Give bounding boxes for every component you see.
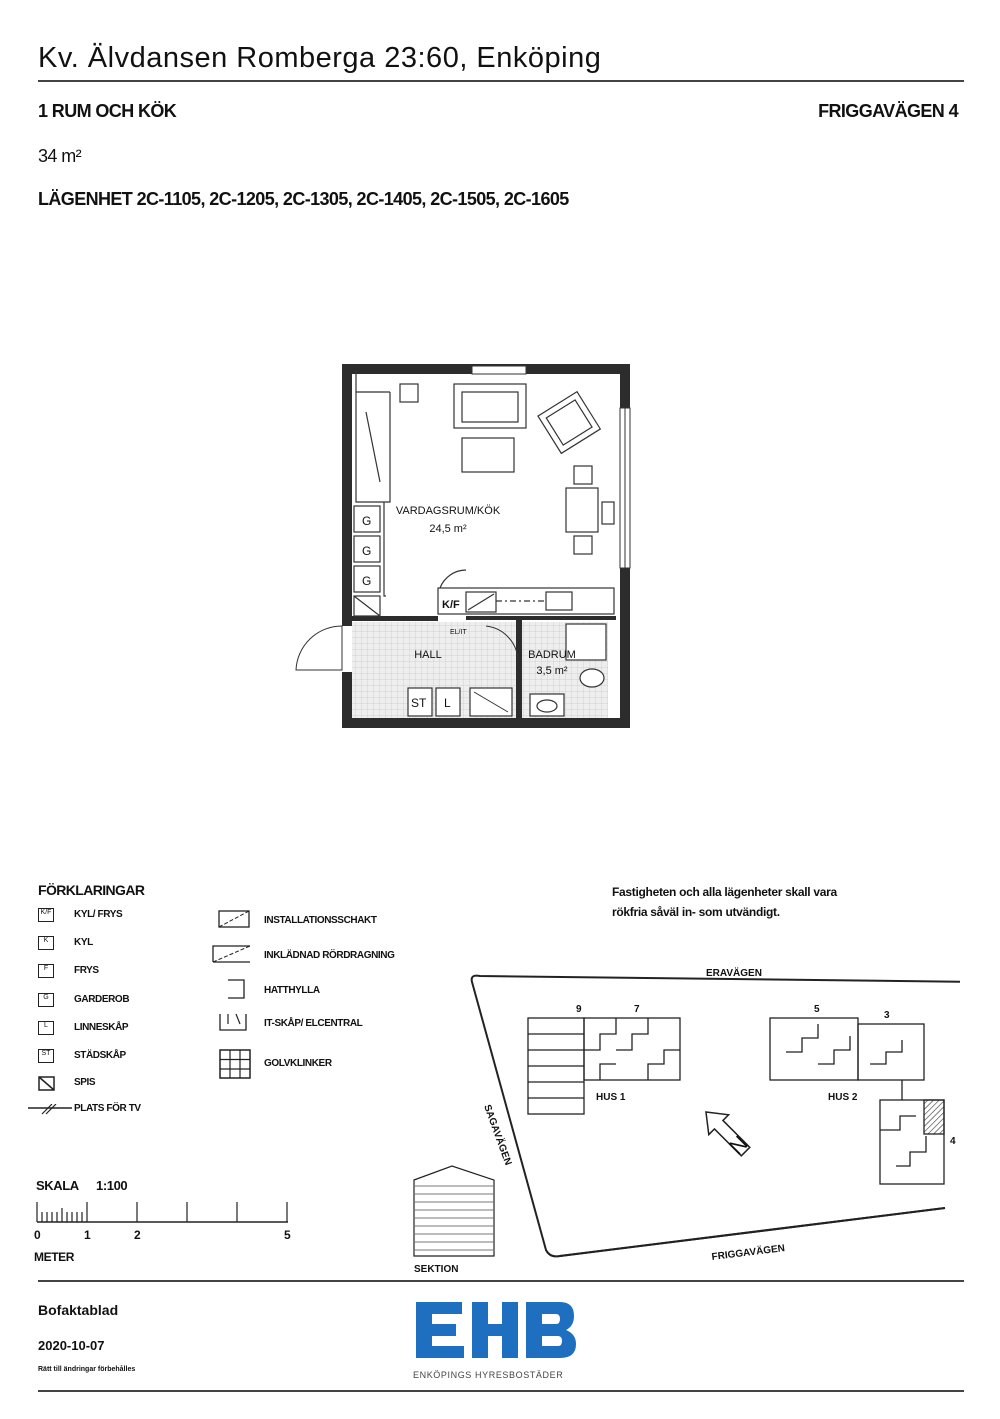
header-divider xyxy=(38,80,964,82)
legend-item-shaft: INSTALLATIONSSCHAKT xyxy=(216,908,436,932)
installation-shaft-icon xyxy=(218,910,252,930)
legend-item-wardrobe: G GARDEROB xyxy=(36,991,186,1011)
house-number-3: 3 xyxy=(884,1010,890,1021)
legend-item-stove: SPIS xyxy=(36,1074,186,1094)
house-number-7: 7 xyxy=(634,1004,640,1015)
coffee-table xyxy=(462,438,514,472)
linen-cabinet-label: L xyxy=(444,696,451,710)
bathroom-wall xyxy=(516,618,522,718)
smoke-free-note: Fastigheten och alla lägenheter skall vara rökfria såväl in- som utvändigt. xyxy=(612,885,837,919)
legend-item-tiles: GOLVKLINKER xyxy=(216,1048,436,1082)
legend-item-cleaning: ST STÄDSKÅP xyxy=(36,1047,186,1067)
cleaning-cabinet-icon: ST xyxy=(38,1049,54,1063)
footer-top-divider xyxy=(38,1280,964,1282)
highlighted-apartment xyxy=(924,1100,944,1134)
house-number-4: 4 xyxy=(950,1136,956,1147)
legend-item-fridge-freezer: K/F KYL/ FRYS xyxy=(36,906,186,926)
apartment-type: 1 RUM OCH KÖK xyxy=(38,101,177,121)
fridge-freezer-icon: K/F xyxy=(38,908,54,922)
legend-left-list xyxy=(36,906,206,1116)
street-friggavagen: FRIGGAVÄGEN xyxy=(711,1243,786,1263)
site-plan xyxy=(400,960,960,1280)
legend-item-fridge: K KYL xyxy=(36,934,186,954)
it-cabinet-icon xyxy=(218,1012,252,1034)
wardrobe-icon: G xyxy=(38,993,54,1007)
hus2-label: HUS 2 xyxy=(828,1092,858,1103)
cleaning-cabinet-label: ST xyxy=(411,696,427,710)
living-room-label: VARDAGSRUM/KÖK xyxy=(395,505,501,517)
west-wall xyxy=(342,364,352,728)
freezer-icon: F xyxy=(38,964,54,978)
street-sagavagen: SAGAVÄGEN xyxy=(481,1103,514,1167)
fridge-freezer-label: K/F xyxy=(442,599,460,611)
house-number-5: 5 xyxy=(814,1004,820,1015)
stove-icon xyxy=(38,1076,56,1092)
toilet xyxy=(580,669,604,687)
street-eravagen: ERAVÄGEN xyxy=(706,968,762,979)
floor-plan xyxy=(290,362,640,734)
scale-unit: METER xyxy=(34,1250,75,1264)
disclaimer: Rätt till ändringar förbehålles xyxy=(38,1366,136,1373)
wardrobe-1-label: G xyxy=(362,514,372,528)
section-label: SEKTION xyxy=(414,1264,459,1275)
kitchen-partition xyxy=(466,616,616,620)
hall-partition xyxy=(352,616,438,621)
document-date: 2020-10-07 xyxy=(38,1338,105,1353)
scale-tick-0: 0 xyxy=(34,1228,41,1242)
ehb-logo-mark xyxy=(410,1292,578,1366)
wardrobe-2-label: G xyxy=(362,544,372,558)
legend-item-linen: L LINNESKÅP xyxy=(36,1019,186,1039)
fridge-icon: K xyxy=(38,936,54,950)
scale-bar xyxy=(34,1194,294,1228)
legend-item-it: IT-SKÅP/ ELCENTRAL xyxy=(216,1012,436,1036)
hus1-label: HUS 1 xyxy=(596,1092,626,1103)
pipe-casing-icon xyxy=(212,942,252,964)
hall-label: HALL xyxy=(414,649,442,661)
north-window xyxy=(472,366,526,374)
footer-bottom-divider xyxy=(38,1390,964,1392)
house-number-9: 9 xyxy=(576,1004,582,1015)
tv-icon xyxy=(28,1104,72,1116)
scale-tick-5: 5 xyxy=(284,1228,291,1242)
legend-item-pipe: INKLÄDNAD RÖRDRAGNING xyxy=(212,942,432,966)
south-wall xyxy=(342,718,630,728)
el-it-label: EL/IT xyxy=(450,629,467,636)
floor-tiles-icon xyxy=(218,1048,252,1082)
armchair xyxy=(538,392,600,454)
company-name: ENKÖPINGS HYRESBOSTÄDER xyxy=(413,1370,564,1380)
entry-door-swing xyxy=(296,626,342,670)
document-type: Bofaktablad xyxy=(38,1302,119,1318)
sofa xyxy=(454,384,526,428)
apartment-area: 34 m² xyxy=(38,146,82,166)
scale-ratio: 1:100 xyxy=(96,1178,128,1193)
legend-item-freezer: F FRYS xyxy=(36,962,186,982)
scale-tick-2: 2 xyxy=(134,1228,141,1242)
ehb-logo xyxy=(410,1292,578,1366)
bathroom-area: 3,5 m² xyxy=(536,665,568,677)
living-room-area: 24,5 m² xyxy=(429,523,467,535)
wardrobe-3-label: G xyxy=(362,574,372,588)
scale-label: SKALA xyxy=(36,1178,79,1193)
legend-item-tv: PLATS FÖR TV xyxy=(36,1100,206,1120)
north-label: N xyxy=(723,1130,753,1160)
scale-tick-1: 1 xyxy=(84,1228,91,1242)
hat-shelf-icon xyxy=(226,978,250,1000)
linen-cabinet-icon: L xyxy=(38,1021,54,1035)
bathroom-label: BADRUM xyxy=(528,649,576,661)
legend-item-hatshelf: HATTHYLLA xyxy=(216,978,436,1002)
street-address: FRIGGAVÄGEN 4 xyxy=(818,101,958,121)
page-title: Kv. Älvdansen Romberga 23:60, Enköping xyxy=(38,42,602,74)
apartment-numbers: LÄGENHET 2C-1105, 2C-1205, 2C-1305, 2C-1405, 2C-1505, 2C-1605 xyxy=(38,189,569,209)
tv-wall-unit xyxy=(356,370,390,502)
entry-door-opening xyxy=(342,626,352,672)
legend-title: FÖRKLARINGAR xyxy=(38,882,145,898)
dining-table xyxy=(566,488,598,532)
section-icon xyxy=(414,1166,494,1256)
